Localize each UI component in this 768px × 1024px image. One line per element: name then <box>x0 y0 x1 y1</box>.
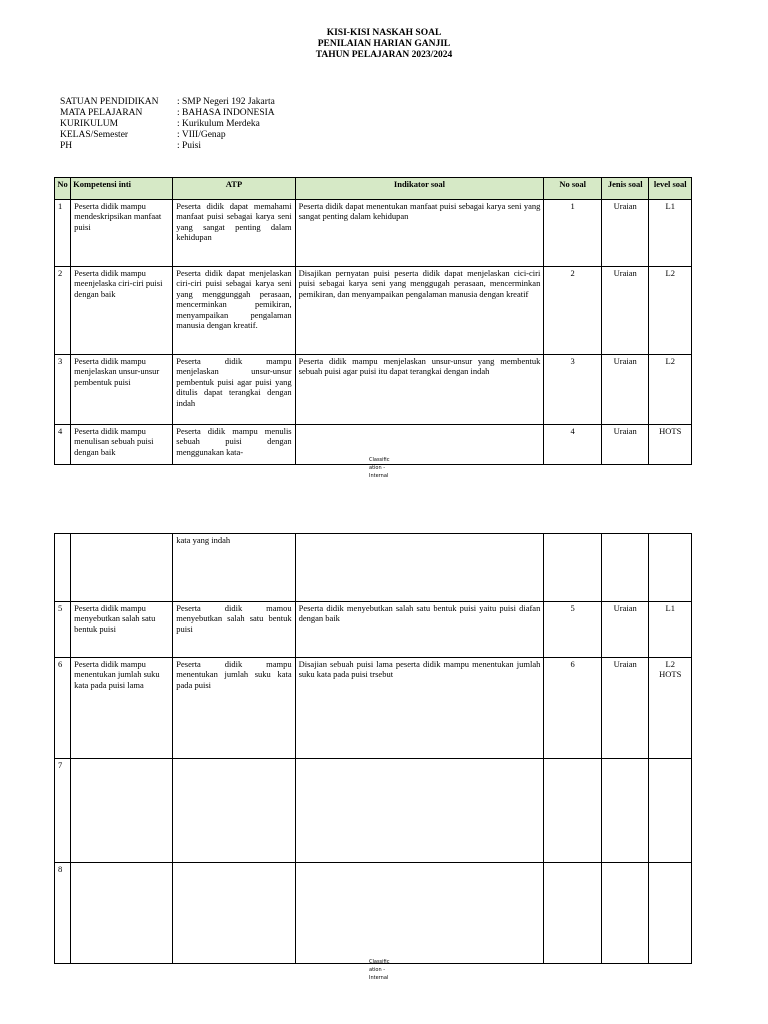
cell-indikator <box>295 425 544 465</box>
cell-no-soal: 2 <box>544 267 602 355</box>
title-line-2: PENILAIAN HARIAN GANJIL <box>317 39 451 49</box>
cell-indikator <box>295 534 544 602</box>
info-key: KURIKULUM <box>60 119 119 129</box>
header-indikator: Indikator soal <box>295 178 544 200</box>
cell-jenis: Uraian <box>601 200 649 267</box>
title-line-1: KISI-KISI NASKAH SOAL <box>326 28 442 38</box>
cell-atp: Peserta didik mamou menyebutkan salah satu bentuk puisi <box>173 602 295 658</box>
cell-no-soal: 5 <box>544 602 602 658</box>
classification-label: Classific ation - Internal <box>369 457 390 479</box>
cell-atp: kata yang indah <box>173 534 295 602</box>
info-value: : BAHASA INDONESIA <box>177 108 275 118</box>
header-level: level soal <box>649 178 692 200</box>
cell-level: L2 HOTS <box>649 658 692 759</box>
cell-jenis <box>601 534 649 602</box>
info-row <box>60 130 275 141</box>
info-row <box>60 97 275 108</box>
header-jenis: Jenis soal <box>601 178 649 200</box>
cell-kompetensi: Peserta didik mampu mendeskripsikan manfaat puisi <box>71 200 173 267</box>
info-row <box>60 141 275 152</box>
cell-level: L1 <box>649 602 692 658</box>
table-row <box>55 863 692 964</box>
cell-kompetensi: Peserta didik mampu menjelaskan unsur-unsur pembentuk puisi <box>71 355 173 425</box>
table-row <box>55 200 692 267</box>
info-key: SATUAN PENDIDIKAN <box>60 97 159 107</box>
cell-jenis: Uraian <box>601 602 649 658</box>
info-value: : Kurikulum Merdeka <box>177 119 260 129</box>
cell-indikator: Peserta didik mampu menjelaskan unsur-unsur yang membentuk sebuah puisi agar puisi itu dapat terangkai dengan indah <box>295 355 544 425</box>
identity-block <box>60 97 275 152</box>
cell-level: L2 <box>649 267 692 355</box>
cell-no: 5 <box>55 602 71 658</box>
cell-no: 4 <box>55 425 71 465</box>
cell-no-soal <box>544 863 602 964</box>
cell-no-soal: 6 <box>544 658 602 759</box>
cell-indikator: Peserta didik dapat menentukan manfaat puisi sebagai karya seni yang sangat penting dalam kehidupan <box>295 200 544 267</box>
cell-no-soal <box>544 534 602 602</box>
header-no: No <box>55 178 71 200</box>
cell-no: 7 <box>55 759 71 863</box>
cell-indikator: Peserta didik menyebutkan salah satu bentuk puisi yaitu puisi diafan dengan baik <box>295 602 544 658</box>
cell-jenis: Uraian <box>601 355 649 425</box>
header-kompetensi: Kompetensi inti <box>71 178 173 200</box>
cell-level <box>649 534 692 602</box>
cell-kompetensi <box>71 759 173 863</box>
info-value: : Puisi <box>177 141 202 151</box>
classification-label: Classific ation - Internal <box>369 959 390 981</box>
table-header-row <box>55 178 692 200</box>
cell-level: HOTS <box>649 425 692 465</box>
document-title <box>0 28 768 61</box>
cell-level: L2 <box>649 355 692 425</box>
header-atp: ATP <box>173 178 295 200</box>
cell-atp: Peserta didik dapat menjelaskan ciri-ciri puisi sebagai karya seni yang menggunggah perasaan, mencerminkan pemikiran, menyampaikan pengalaman manusia dengan kreatif. <box>173 267 295 355</box>
header-no-soal: No soal <box>544 178 602 200</box>
table-row <box>55 534 692 602</box>
cell-kompetensi: Peserta didik mampu menentukan jumlah suku kata pada puisi lama <box>71 658 173 759</box>
cell-indikator <box>295 759 544 863</box>
cell-indikator: Disajikan pernyatan puisi peserta didik dapat menjelaskan cici-ciri puisi sebagai karya seni yang menggugah perasaan, mencerminkan pemikiran, dan menyampaikan pengalaman manusia dengan kreatif <box>295 267 544 355</box>
cell-jenis: Uraian <box>601 267 649 355</box>
cell-no-soal: 1 <box>544 200 602 267</box>
cell-no: 8 <box>55 863 71 964</box>
table-row <box>55 267 692 355</box>
cell-kompetensi <box>71 863 173 964</box>
table-row <box>55 759 692 863</box>
cell-no: 2 <box>55 267 71 355</box>
cell-level <box>649 863 692 964</box>
cell-level <box>649 759 692 863</box>
cell-level: L1 <box>649 200 692 267</box>
info-key: KELAS/Semester <box>60 130 129 140</box>
info-row <box>60 119 275 130</box>
cell-jenis <box>601 759 649 863</box>
cell-no-soal: 3 <box>544 355 602 425</box>
cell-atp: Peserta didik mampu menulis sebuah puisi dengan menggunakan kata- <box>173 425 295 465</box>
cell-indikator <box>295 863 544 964</box>
info-key: PH <box>60 141 73 151</box>
title-line-3: TAHUN PELAJARAN 2023/2024 <box>315 50 453 60</box>
kisi-kisi-table-page-1 <box>54 177 692 465</box>
table-row <box>55 602 692 658</box>
cell-jenis: Uraian <box>601 425 649 465</box>
cell-no: 6 <box>55 658 71 759</box>
info-row <box>60 108 275 119</box>
cell-no <box>55 534 71 602</box>
table-row <box>55 658 692 759</box>
info-value: : SMP Negeri 192 Jakarta <box>177 97 275 107</box>
info-value: : VIII/Genap <box>177 130 226 140</box>
info-key: MATA PELAJARAN <box>60 108 143 118</box>
kisi-kisi-table-page-2 <box>54 533 692 964</box>
cell-atp: Peserta didik mampu menjelaskan unsur-unsur pembentuk puisi agar puisi yang ditulis dapat terangkai dengan indah <box>173 355 295 425</box>
cell-atp: Peserta didik mampu menentukan jumlah suku kata pada puisi <box>173 658 295 759</box>
cell-jenis <box>601 863 649 964</box>
cell-atp <box>173 759 295 863</box>
cell-no: 3 <box>55 355 71 425</box>
table-row <box>55 355 692 425</box>
cell-no-soal: 4 <box>544 425 602 465</box>
cell-kompetensi <box>71 534 173 602</box>
cell-kompetensi: Peserta didik mampu menyebutkan salah satu bentuk puisi <box>71 602 173 658</box>
cell-kompetensi: Peserta didik mampu meenjelaska ciri-ciri puisi dengan baik <box>71 267 173 355</box>
cell-no: 1 <box>55 200 71 267</box>
cell-atp <box>173 863 295 964</box>
cell-indikator: Disajian sebuah puisi lama peserta didik mampu menentukan jumlah suku kata pada puisi trsebut <box>295 658 544 759</box>
cell-atp: Peserta didik dapat memahami manfaat puisi sebagai karya seni yang sangat penting dalam kehidupan <box>173 200 295 267</box>
cell-jenis: Uraian <box>601 658 649 759</box>
cell-no-soal <box>544 759 602 863</box>
cell-kompetensi: Peserta didik mampu menulisan sebuah puisi dengan baik <box>71 425 173 465</box>
